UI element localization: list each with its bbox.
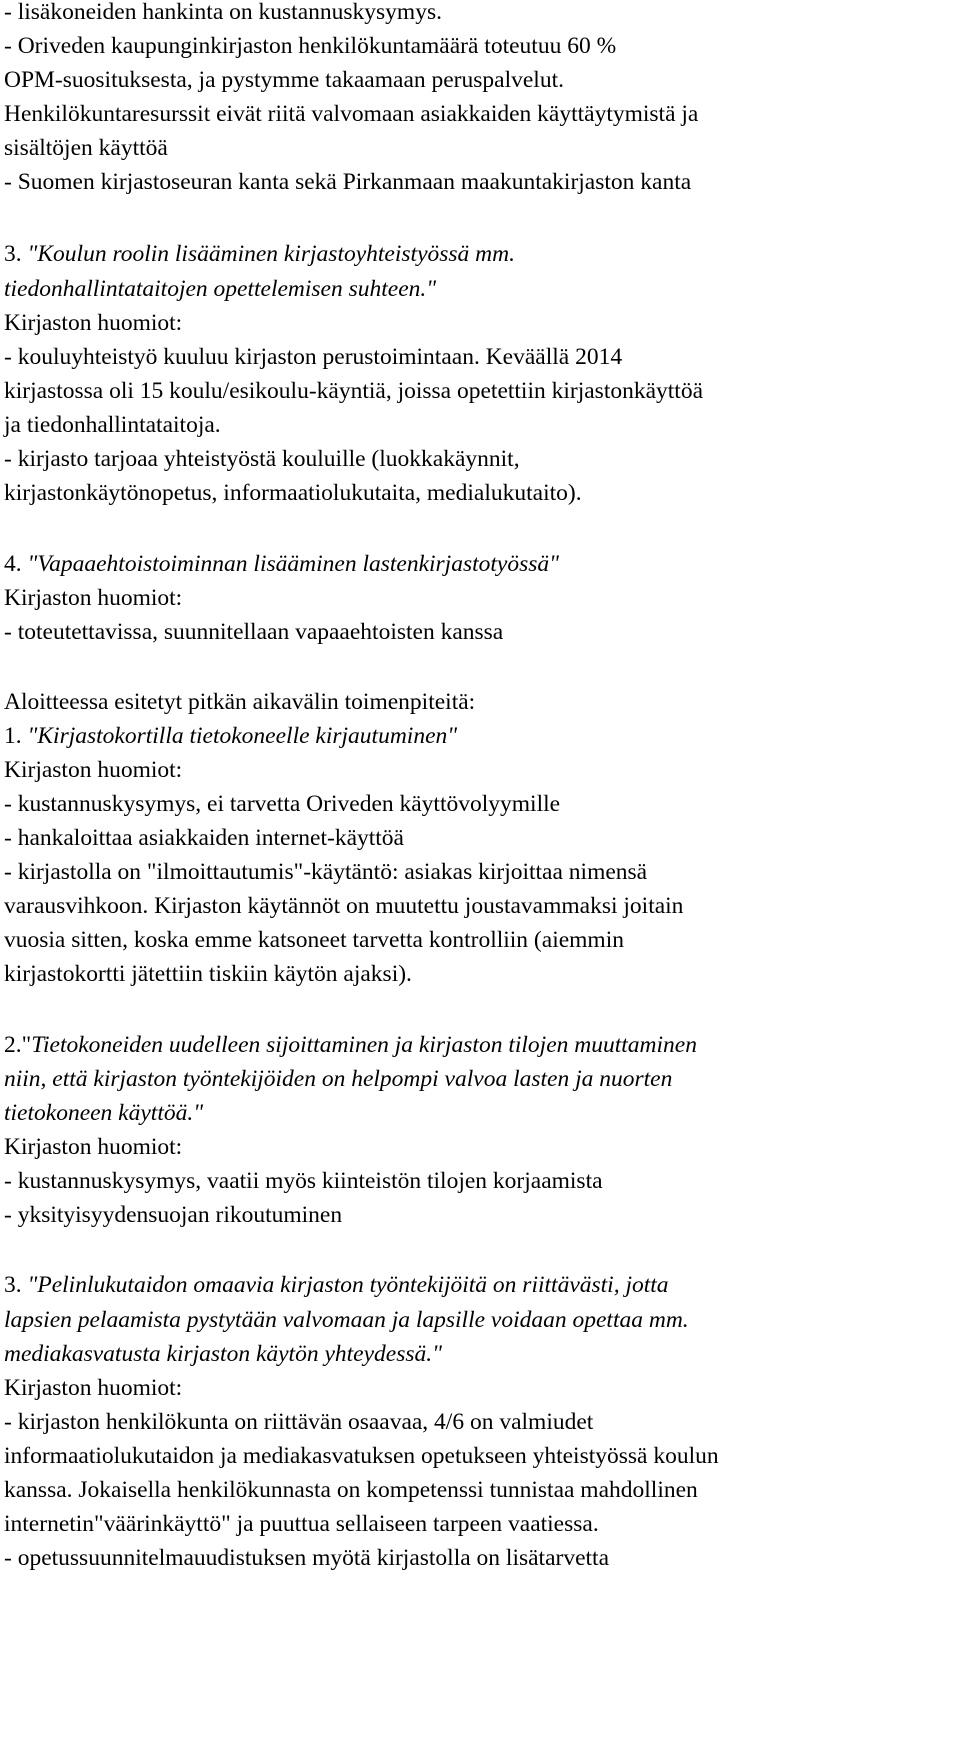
text-line: OPM-suosituksesta, ja pystymme takaamaan peruspalvelut. (4, 67, 564, 93)
item-number: 1. (4, 723, 28, 749)
item-title: "Pelinlukutaidon omaavia kirjaston työntekijöitä on riittävästi, jotta (27, 1272, 669, 1298)
item-title-continued: lapsien pelaamista pystytään valvomaan ja lapsille voidaan opettaa mm. (4, 1307, 689, 1333)
item-title: Tietokoneiden uudelleen sijoittaminen ja kirjaston tilojen muuttaminen (31, 1032, 697, 1058)
text-line: varausvihkoon. Kirjaston käytännöt on muutettu joustavammaksi joitain (4, 893, 684, 919)
text-line: - kouluyhteistyö kuuluu kirjaston perustoimintaan. Keväällä 2014 (4, 344, 623, 370)
item-number: 3. (4, 241, 28, 267)
section-heading (4, 236, 515, 272)
section-heading (4, 718, 457, 754)
text-line: kirjastokortti jätettiin tiskiin käytön ajaksi). (4, 961, 412, 987)
text-line: - hankaloittaa asiakkaiden internet-käyttöä (4, 825, 404, 851)
item-title-continued: tiedonhallintataitojen opettelemisen suhteen." (4, 276, 437, 302)
text-line: kirjastonkäytönopetus, informaatiolukutaita, medialukutaito). (4, 480, 582, 506)
text-line: ja tiedonhallintataitoja. (4, 412, 221, 438)
notes-label: Kirjaston huomiot: (4, 1375, 183, 1401)
text-line: - kirjastolla on "ilmoittautumis"-käytäntö: asiakas kirjoittaa nimensä (4, 859, 648, 885)
item-number: 4. (4, 551, 28, 577)
item-title-continued: mediakasvatusta kirjaston käytön yhteydessä." (4, 1341, 442, 1367)
item-title-continued: tietokoneen käyttöä." (4, 1100, 204, 1126)
text-line: - kustannuskysymys, ei tarvetta Oriveden käyttövolyymille (4, 791, 561, 817)
item-number: 2." (4, 1032, 32, 1058)
notes-label: Kirjaston huomiot: (4, 585, 183, 611)
text-line: - kirjasto tarjoaa yhteistyöstä kouluille (luokkakäynnit, (4, 446, 520, 472)
text-line: sisältöjen käyttöä (4, 135, 168, 161)
item-title: "Vapaaehtoistoiminnan lisääminen lastenkirjastotyössä" (27, 551, 560, 577)
text-line: - Oriveden kaupunginkirjaston henkilökuntamäärä toteutuu 60 % (4, 33, 617, 59)
text-line: informaatiolukutaidon ja mediakasvatuksen opetukseen yhteistyössä koulun (4, 1443, 719, 1469)
text-line: - opetussuunnitelmauudistuksen myötä kirjastolla on lisätarvetta (4, 1545, 610, 1571)
item-title-continued: niin, että kirjaston työntekijöiden on helpompi valvoa lasten ja nuorten (4, 1066, 673, 1092)
text-line: Henkilökuntaresurssit eivät riitä valvomaan asiakkaiden käyttäytymistä ja (4, 101, 699, 127)
item-title: "Koulun roolin lisääminen kirjastoyhteistyössä mm. (27, 241, 515, 267)
text-line: kirjastossa oli 15 koulu/esikoulu-käyntiä, joissa opetettiin kirjastonkäyttöä (4, 378, 704, 404)
section-heading (4, 546, 559, 582)
text-line: kanssa. Jokaisella henkilökunnasta on kompetenssi tunnistaa mahdollinen (4, 1477, 698, 1503)
text-line: - kirjaston henkilökunta on riittävän osaavaa, 4/6 on valmiudet (4, 1409, 594, 1435)
text-line: - toteutettavissa, suunnitellaan vapaaehtoisten kanssa (4, 619, 504, 645)
text-line: vuosia sitten, koska emme katsoneet tarvetta kontrolliin (aiemmin (4, 927, 624, 953)
notes-label: Kirjaston huomiot: (4, 310, 183, 336)
section-heading: Aloitteessa esitetyt pitkän aikavälin toimenpiteitä: (4, 689, 476, 715)
notes-label: Kirjaston huomiot: (4, 1134, 183, 1160)
text-line: - Suomen kirjastoseuran kanta sekä Pirkanmaan maakuntakirjaston kanta (4, 169, 692, 195)
text-line: - yksityisyydensuojan rikoutuminen (4, 1202, 343, 1228)
text-line: - kustannuskysymys, vaatii myös kiinteistön tilojen korjaamista (4, 1168, 603, 1194)
text-line: - lisäkoneiden hankinta on kustannuskysymys. (4, 0, 442, 25)
notes-label: Kirjaston huomiot: (4, 757, 183, 783)
section-heading (4, 1027, 697, 1063)
item-title: "Kirjastokortilla tietokoneelle kirjautuminen" (27, 723, 458, 749)
text-line: internetin"väärinkäyttö" ja puuttua sellaiseen tarpeen vaatiessa. (4, 1511, 599, 1537)
item-number: 3. (4, 1272, 28, 1298)
section-heading (4, 1267, 669, 1303)
